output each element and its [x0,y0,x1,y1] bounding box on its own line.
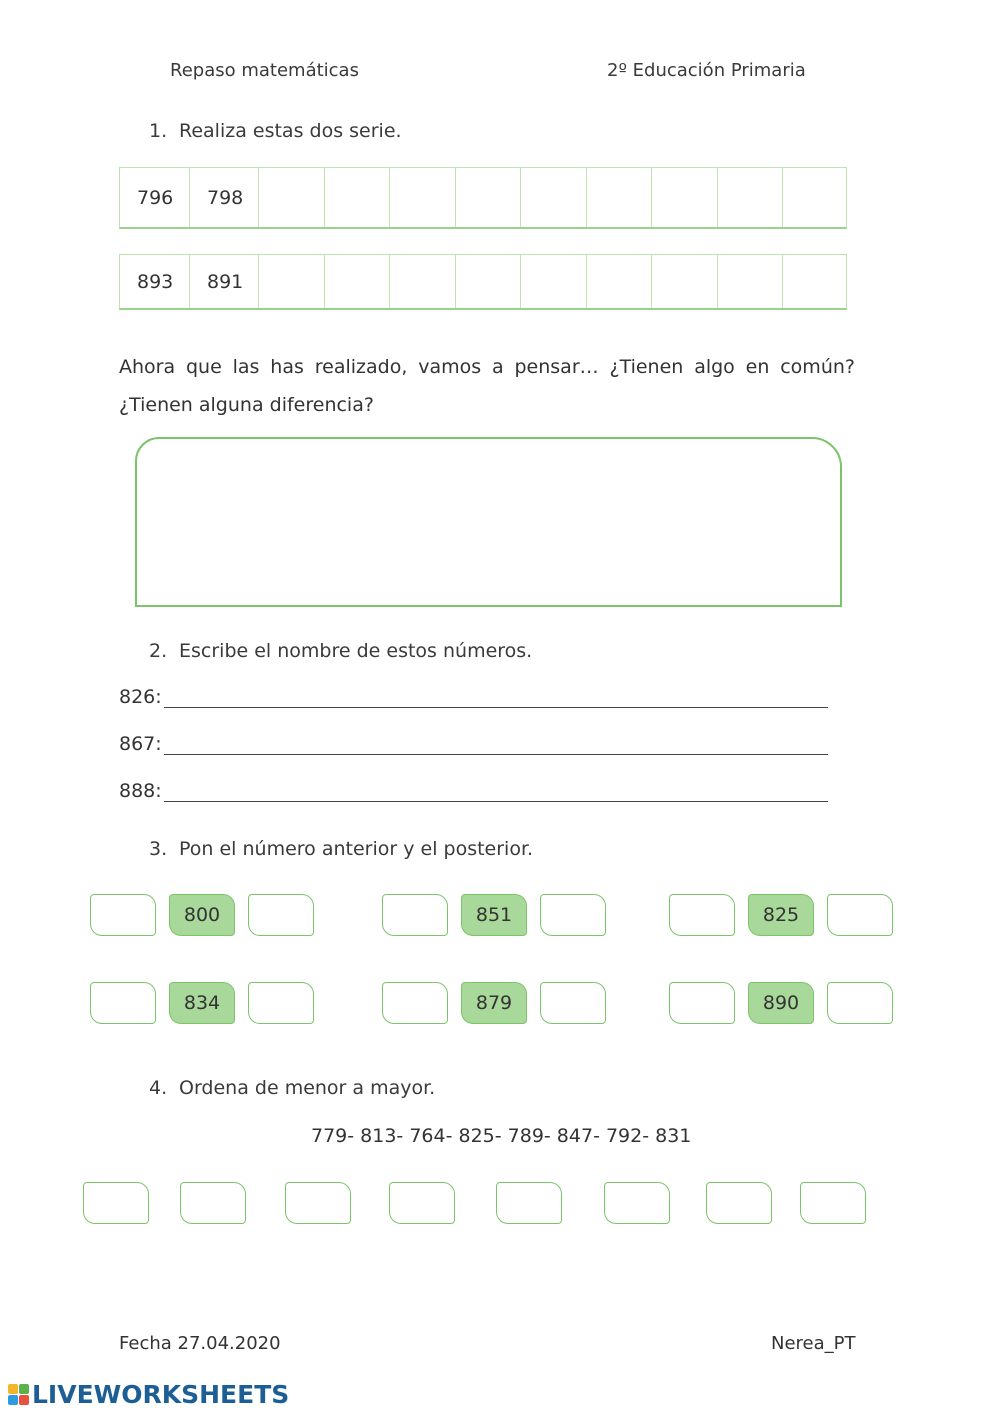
previous-number-input[interactable] [382,982,448,1024]
number-name-line [119,686,828,708]
previous-number-input[interactable] [90,982,156,1024]
order-input[interactable] [496,1182,562,1224]
number-label: 867: [119,733,162,755]
next-number-input[interactable] [827,894,893,936]
series-2-input[interactable] [390,255,456,308]
liveworksheets-logo-icon [8,1384,30,1406]
series-1-input[interactable] [390,168,456,227]
answer-line[interactable] [164,689,828,708]
given-number: 834 [169,982,235,1024]
order-input[interactable] [604,1182,670,1224]
question-4-title: 4. Ordena de menor a mayor. [149,1077,436,1099]
worksheet-grade: 2º Educación Primaria [607,60,806,81]
next-number-input[interactable] [248,982,314,1024]
series-2-input[interactable] [718,255,784,308]
previous-number-input[interactable] [90,894,156,936]
series-1-input[interactable] [325,168,391,227]
number-name-line [119,780,828,802]
series-1-input[interactable] [783,168,849,227]
series-1-input[interactable] [718,168,784,227]
series-2-input[interactable] [259,255,325,308]
series-2-input[interactable] [521,255,587,308]
series-2-input[interactable] [587,255,653,308]
question-1-title: 1. Realiza estas dos serie. [149,120,402,142]
reflection-question: Ahora que las has realizado, vamos a pensar… ¿Tienen algo en común? ¿Tienen alguna diferencia? [119,356,855,416]
series-1-cell: 796 [120,168,190,227]
next-number-input[interactable] [540,982,606,1024]
worksheet-date: Fecha 27.04.2020 [119,1333,281,1354]
series-2-cell: 893 [120,255,190,308]
next-number-input[interactable] [827,982,893,1024]
previous-number-input[interactable] [669,982,735,1024]
liveworksheets-wordmark: LIVEWORKSHEETS [32,1380,290,1409]
number-sequence: 779- 813- 764- 825- 789- 847- 792- 831 [311,1125,692,1147]
order-input[interactable] [285,1182,351,1224]
series-1-input[interactable] [456,168,522,227]
series-1-input[interactable] [521,168,587,227]
previous-number-input[interactable] [669,894,735,936]
reflection-answer-box[interactable] [135,437,842,607]
question-3-title: 3. Pon el número anterior y el posterior. [149,838,534,860]
worksheet-author: Nerea_PT [771,1333,856,1354]
series-2-input[interactable] [652,255,718,308]
number-label: 826: [119,686,162,708]
order-input[interactable] [180,1182,246,1224]
series-2-input[interactable] [783,255,849,308]
series-2-input[interactable] [325,255,391,308]
given-number: 825 [748,894,814,936]
answer-line[interactable] [164,783,828,802]
question-2-title: 2. Escribe el nombre de estos números. [149,640,533,662]
answer-line[interactable] [164,736,828,755]
previous-number-input[interactable] [382,894,448,936]
number-label: 888: [119,780,162,802]
order-input[interactable] [706,1182,772,1224]
order-input[interactable] [389,1182,455,1224]
next-number-input[interactable] [248,894,314,936]
next-number-input[interactable] [540,894,606,936]
series-1-input[interactable] [259,168,325,227]
series-1-input[interactable] [587,168,653,227]
series-1-input[interactable] [652,168,718,227]
number-name-line [119,733,828,755]
liveworksheets-logo[interactable] [8,1380,289,1409]
series-table-1 [119,167,847,229]
worksheet-subject: Repaso matemáticas [170,60,359,81]
given-number: 851 [461,894,527,936]
series-1-cell: 798 [190,168,259,227]
series-2-input[interactable] [456,255,522,308]
given-number: 890 [748,982,814,1024]
order-input[interactable] [800,1182,866,1224]
series-table-2 [119,254,847,310]
given-number: 879 [461,982,527,1024]
given-number: 800 [169,894,235,936]
series-2-cell: 891 [190,255,259,308]
order-input[interactable] [83,1182,149,1224]
